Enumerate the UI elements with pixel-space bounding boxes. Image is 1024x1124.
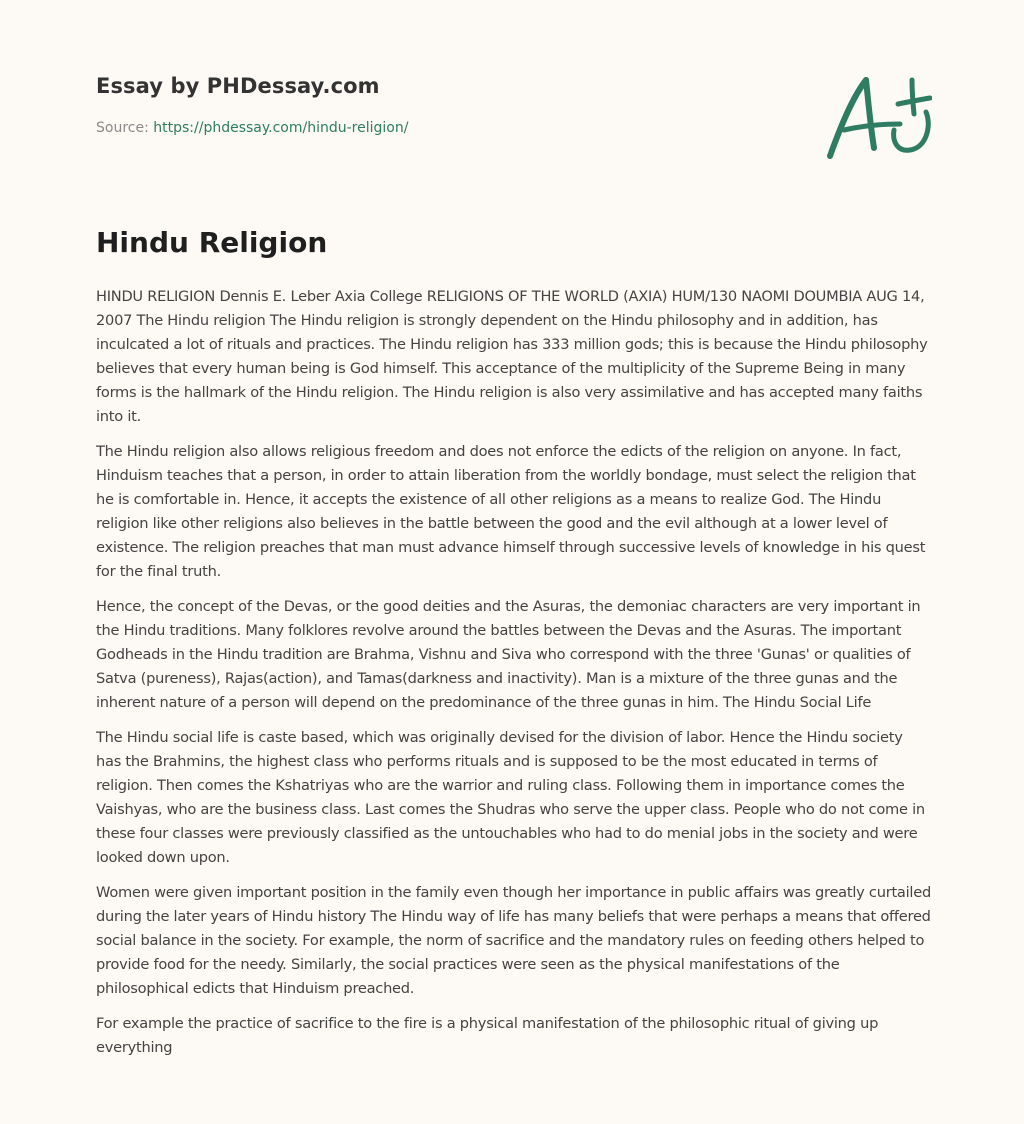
paragraph: For example the practice of sacrifice to the fire is a physical manifestation of the philosophic ritual of giving up everything [96, 1015, 879, 1056]
site-title: Essay by PHDessay.com [96, 74, 380, 98]
a-plus-logo-icon [822, 68, 932, 168]
paragraph: The Hindu social life is caste based, which was originally devised for the division of labor. Hence the Hindu society has the Brahmins, the highest class who performs rituals and is supposed to be the most educated in terms of religion. Then comes the Kshatriyas who are the warrior and ruling class. Following them in importance comes the Vaishyas, who are the business class. Last comes the Shudras who serve the upper class. People who do not come in these four classes were previously classified as the untouchables who had to do menial jobs in the society and were looked down upon. [96, 729, 925, 866]
essay-body [96, 285, 932, 1071]
essay-title: Hindu Religion [96, 226, 328, 259]
paragraph: HINDU RELIGION Dennis E. Leber Axia College RELIGIONS OF THE WORLD (AXIA) HUM/130 NAOMI DOUMBIA AUG 14, 2007 The Hindu religion The Hindu religion is strongly dependent on the Hindu philosophy and in addition, has inculcated a lot of rituals and practices. The Hindu religion has 333 million gods; this is because the Hindu philosophy believes that every human being is God himself. This acceptance of the multiplicity of the Supreme Being in many forms is the hallmark of the Hindu religion. The Hindu religion is also very assimilative and has accepted many faiths into it. [96, 288, 928, 425]
source-label: Source: [96, 120, 154, 136]
source-line [96, 120, 936, 136]
page-header [96, 74, 936, 136]
paragraph: The Hindu religion also allows religious freedom and does not enforce the edicts of the religion on anyone. In fact, Hinduism teaches that a person, in order to attain liberation from the worldly bondage, must select the religion that he is comfortable in. Hence, it accepts the existence of all other religions as a means to realize God. The Hindu religion like other religions also believes in the battle between the good and the evil although at a lower level of existence. The religion preaches that man must advance himself through successive levels of knowledge in his quest for the final truth. [96, 443, 926, 580]
source-link[interactable]: https://phdessay.com/hindu-religion/ [153, 120, 409, 136]
paragraph: Hence, the concept of the Devas, or the good deities and the Asuras, the demoniac characters are very important in the Hindu traditions. Many folklores revolve around the battles between the Devas and the Asuras. The important Godheads in the Hindu tradition are Brahma, Vishnu and Siva who correspond with the three 'Gunas' or qualities of Satva (pureness), Rajas(action), and Tamas(darkness and inactivity). Man is a mixture of the three gunas and the inherent nature of a person will depend on the predominance of the three gunas in him. The Hindu Social Life [96, 598, 921, 711]
paragraph: Women were given important position in the family even though her importance in public affairs was greatly curtailed during the later years of Hindu history The Hindu way of life has many beliefs that were perhaps a means that offered social balance in the society. For example, the norm of sacrifice and the mandatory rules on feeding others helped to provide food for the needy. Similarly, the social practices were seen as the physical manifestations of the philosophical edicts that Hinduism preached. [96, 884, 931, 997]
